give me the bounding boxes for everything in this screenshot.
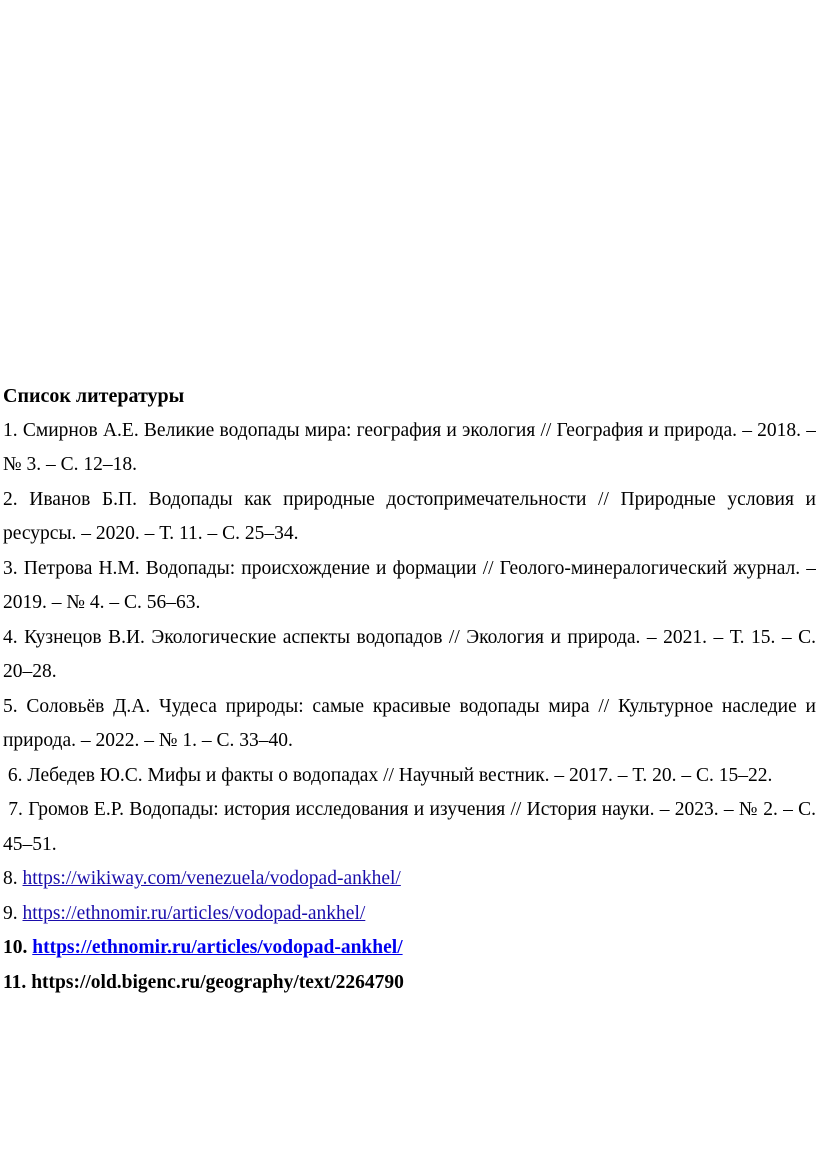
bibliography-section <box>0 379 816 1000</box>
reference-number: 9. <box>3 902 23 924</box>
reference-text: Петрова Н.М. Водопады: происхождение и формации // Геолого-минералогический журнал. – 2019. – № 4. – С. 56–63. <box>3 557 816 613</box>
reference-number: 6. <box>3 764 28 786</box>
reference-text: Громов Е.Р. Водопады: история исследования и изучения // История науки. – 2023. – № 2. – С. 45–51. <box>3 799 816 855</box>
reference-item-8 <box>0 862 816 897</box>
reference-number: 10. <box>3 937 33 958</box>
reference-item-4 <box>0 621 816 690</box>
reference-number: 1. <box>3 419 23 441</box>
reference-item-7 <box>0 793 816 862</box>
reference-number: 7. <box>3 799 29 820</box>
reference-item-11 <box>0 966 816 1001</box>
reference-text: Соловьёв Д.А. Чудеса природы: самые красивые водопады мира // Культурное наследие и природа. – 2022. – № 1. – С. 33–40. <box>3 695 816 751</box>
reference-number: 5. <box>3 695 27 717</box>
reference-text: https://old.bigenc.ru/geography/text/2264790 <box>31 971 404 993</box>
reference-link[interactable]: https://wikiway.com/venezuela/vodopad-ankhel/ <box>22 868 401 889</box>
reference-item-5 <box>0 690 816 759</box>
reference-item-9 <box>0 897 816 932</box>
reference-item-10 <box>0 931 816 966</box>
reference-list <box>0 414 816 1001</box>
reference-number: 4. <box>3 626 25 648</box>
reference-number: 2. <box>3 488 30 510</box>
reference-item-2 <box>0 483 816 552</box>
reference-text: Иванов Б.П. Водопады как природные достопримечательности // Природные условия и ресурсы. – 2020. – Т. 11. – С. 25–34. <box>3 488 816 544</box>
reference-text: Кузнецов В.И. Экологические аспекты водопадов // Экология и природа. – 2021. – Т. 15. – С. 20–28. <box>3 626 816 682</box>
reference-number: 3. <box>3 557 24 579</box>
reference-number: 11. <box>3 971 32 993</box>
reference-link[interactable]: https://ethnomir.ru/articles/vodopad-ankhel/ <box>22 902 366 924</box>
reference-item-6 <box>0 759 816 794</box>
page-title: Список литературы <box>3 385 185 407</box>
reference-text: Лебедев Ю.С. Мифы и факты о водопадах // Научный вестник. – 2017. – Т. 20. – С. 15–22. <box>27 764 773 786</box>
reference-item-3 <box>0 552 816 621</box>
reference-text: Смирнов А.Е. Великие водопады мира: география и экология // География и природа. – 2018. – № 3. – С. 12–18. <box>3 419 816 475</box>
reference-link[interactable]: https://ethnomir.ru/articles/vodopad-ankhel/ <box>32 937 403 958</box>
reference-number: 8. <box>3 868 23 889</box>
reference-item-1 <box>0 414 816 483</box>
